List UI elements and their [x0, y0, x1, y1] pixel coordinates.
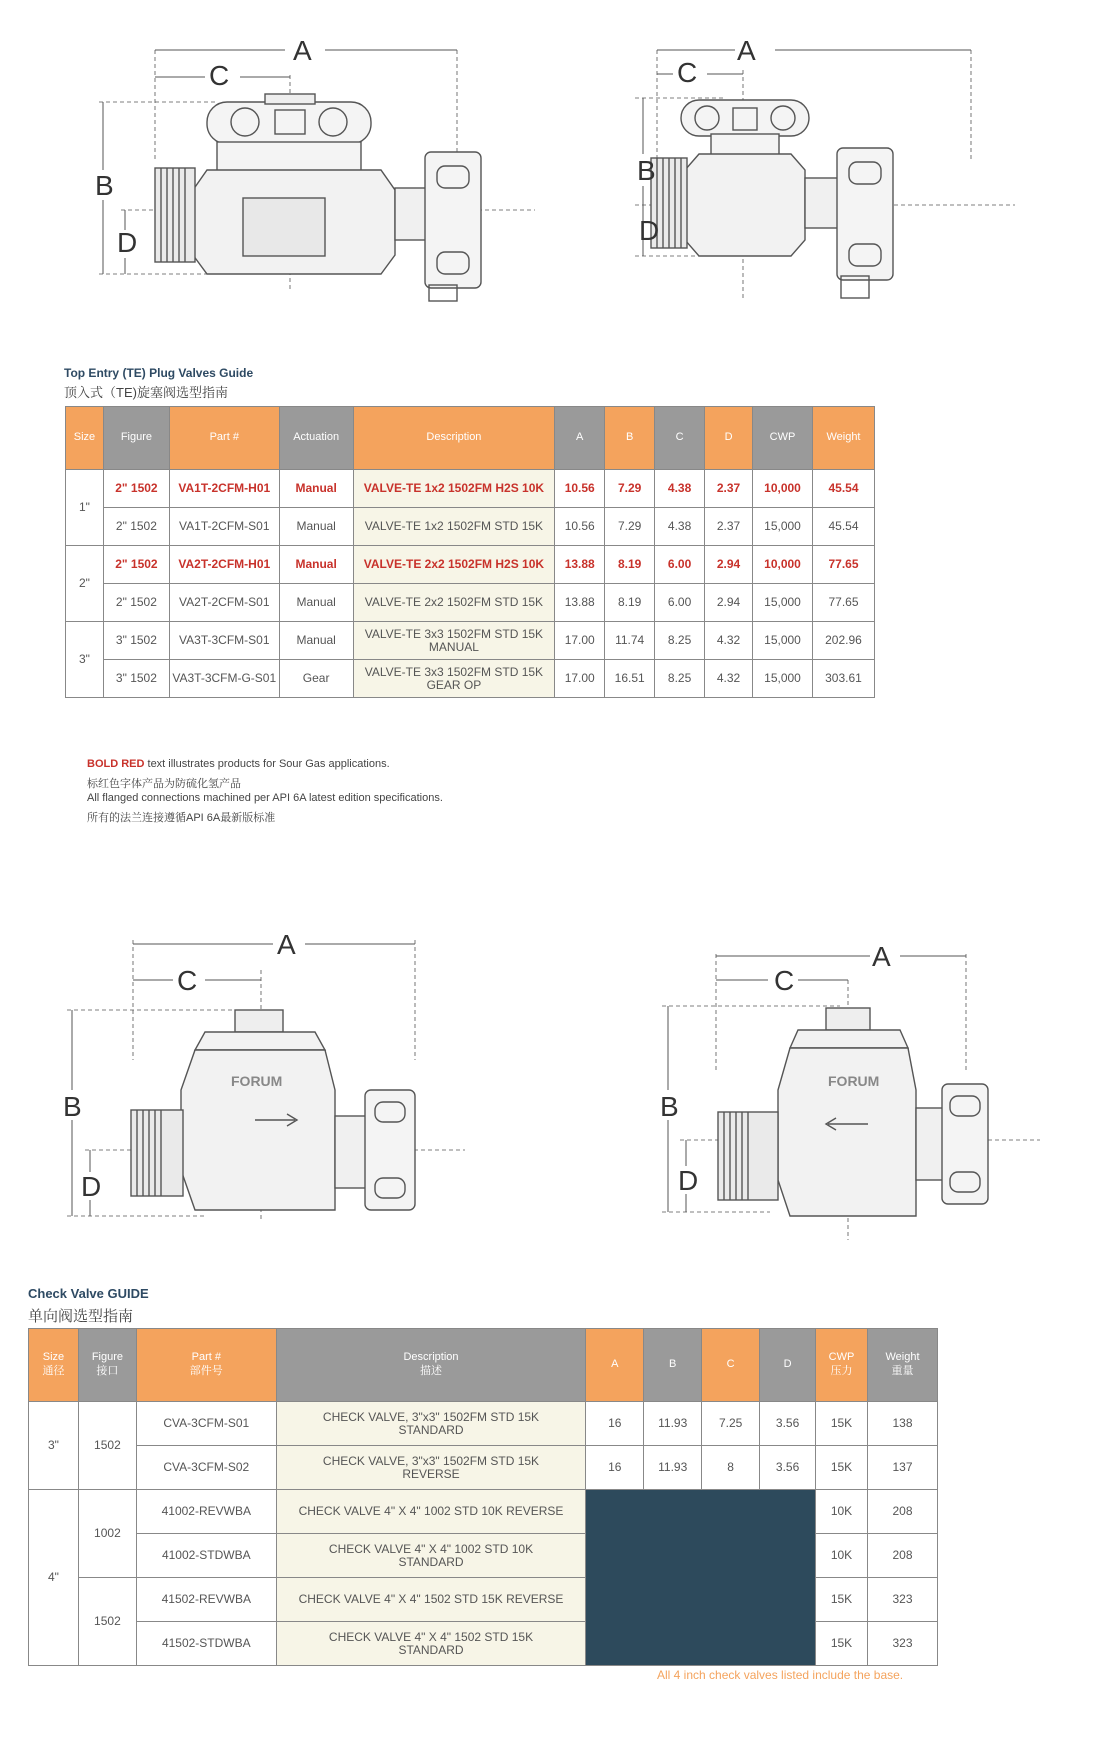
- api-note-cn: 所有的法兰连接遵循API 6A最新版标准: [87, 812, 276, 824]
- te-c-cell: 8.25: [655, 622, 705, 660]
- te-weight-cell: 45.54: [812, 470, 874, 508]
- te-cwp-cell: 15,000: [753, 660, 813, 698]
- check-description-cell: CHECK VALVE, 3"x3" 1502FM STD 15K STANDARD: [276, 1402, 586, 1446]
- te-b-cell: 16.51: [605, 660, 655, 698]
- te-a-cell: 17.00: [555, 660, 605, 698]
- sour-gas-note-cn: 标红色字体产品为防硫化氢产品: [87, 778, 241, 790]
- check-part-cell: 41502-STDWBA: [136, 1622, 276, 1666]
- te-part-cell: VA2T-2CFM-H01: [169, 546, 279, 584]
- table-row: [66, 508, 875, 546]
- te-header-c: C: [655, 407, 705, 470]
- check-header-d: D: [760, 1329, 816, 1402]
- te-description-cell: VALVE-TE 1x2 1502FM STD 15K: [353, 508, 555, 546]
- dim-label-d: D: [81, 1171, 102, 1202]
- dim-label-c: C: [677, 57, 698, 88]
- te-header-part: Part #: [169, 407, 279, 470]
- check-part-cell: 41002-REVWBA: [136, 1490, 276, 1534]
- te-cwp-cell: 10,000: [753, 546, 813, 584]
- te-d-cell: 4.32: [705, 660, 753, 698]
- te-b-cell: 8.19: [605, 546, 655, 584]
- dim-label-d: D: [639, 215, 660, 246]
- check-valve-drawing-large: [55, 920, 475, 1240]
- check-description-cell: CHECK VALVE 4" X 4" 1502 STD 15K REVERSE: [276, 1578, 586, 1622]
- check-header-weight: Weight 重量: [867, 1329, 937, 1402]
- table-row: [66, 660, 875, 698]
- te-figure-cell: 2" 1502: [103, 508, 169, 546]
- check-guide-title-cn: 单向阀选型指南: [28, 1308, 134, 1325]
- check-weight-cell: 323: [867, 1622, 937, 1666]
- te-header-cwp: CWP: [753, 407, 813, 470]
- check-header-c: C: [702, 1329, 760, 1402]
- dim-label-a: A: [293, 35, 312, 66]
- check-c-cell: 8: [702, 1446, 760, 1490]
- te-actuation-cell: Manual: [279, 508, 353, 546]
- check-part-cell: CVA-3CFM-S02: [136, 1446, 276, 1490]
- check-part-cell: 41002-STDWBA: [136, 1534, 276, 1578]
- check-d-cell: 3.56: [760, 1402, 816, 1446]
- te-cwp-cell: 10,000: [753, 470, 813, 508]
- check-header-size: Size 通径: [29, 1329, 79, 1402]
- te-figure-cell: 2" 1502: [103, 584, 169, 622]
- te-figure-cell: 2" 1502: [103, 470, 169, 508]
- te-a-cell: 10.56: [555, 508, 605, 546]
- te-actuation-cell: Manual: [279, 622, 353, 660]
- te-c-cell: 6.00: [655, 584, 705, 622]
- te-part-cell: VA3T-3CFM-G-S01: [169, 660, 279, 698]
- check-weight-cell: 138: [867, 1402, 937, 1446]
- check-weight-cell: 208: [867, 1534, 937, 1578]
- table-row: [66, 546, 875, 584]
- te-actuation-cell: Manual: [279, 584, 353, 622]
- te-a-cell: 17.00: [555, 622, 605, 660]
- te-valve-small-svg: [637, 30, 1025, 330]
- check-figure-cell: 1002: [78, 1490, 136, 1578]
- te-part-cell: VA1T-2CFM-H01: [169, 470, 279, 508]
- check-valve-drawing-small: [650, 940, 1050, 1260]
- te-size-cell: 3": [66, 622, 104, 698]
- check-description-cell: CHECK VALVE 4" X 4" 1502 STD 15K STANDARD: [276, 1622, 586, 1666]
- te-figure-cell: 3" 1502: [103, 622, 169, 660]
- te-part-cell: VA2T-2CFM-S01: [169, 584, 279, 622]
- check-description-cell: CHECK VALVE, 3"x3" 1502FM STD 15K REVERSE: [276, 1446, 586, 1490]
- te-header-size: Size: [66, 407, 104, 470]
- te-a-cell: 13.88: [555, 584, 605, 622]
- check-size-cell: 3": [29, 1402, 79, 1490]
- table-row: [66, 622, 875, 660]
- te-header-row: [66, 407, 875, 470]
- dim-label-a: A: [737, 35, 756, 66]
- te-valve-large-svg: [95, 30, 555, 330]
- check-valve-large-svg: [55, 920, 475, 1240]
- check-b-cell: 11.93: [644, 1446, 702, 1490]
- te-cwp-cell: 15,000: [753, 584, 813, 622]
- check-cwp-cell: 10K: [816, 1490, 868, 1534]
- check-guide-footnote: All 4 inch check valves listed include the base.: [657, 1668, 904, 1682]
- check-guide-title: Check Valve GUIDE: [28, 1286, 149, 1301]
- dim-label-b: B: [63, 1091, 82, 1122]
- te-actuation-cell: Manual: [279, 470, 353, 508]
- check-guide-table: [28, 1328, 938, 1666]
- te-b-cell: 11.74: [605, 622, 655, 660]
- check-cwp-cell: 15K: [816, 1622, 868, 1666]
- te-guide-table: [65, 406, 875, 698]
- te-d-cell: 4.32: [705, 622, 753, 660]
- te-weight-cell: 45.54: [812, 508, 874, 546]
- te-size-cell: 1": [66, 470, 104, 546]
- te-guide-title-cn: 顶入式（TE)旋塞阀选型指南: [64, 385, 228, 400]
- check-b-cell: 11.93: [644, 1402, 702, 1446]
- dim-label-c: C: [774, 965, 795, 996]
- te-d-cell: 2.94: [705, 546, 753, 584]
- te-weight-cell: 77.65: [812, 584, 874, 622]
- te-valve-drawing-large: [95, 30, 555, 330]
- dim-label-a: A: [277, 929, 296, 960]
- check-a-cell: 16: [586, 1446, 644, 1490]
- check-valve-small-svg: [650, 940, 1050, 1260]
- te-weight-cell: 202.96: [812, 622, 874, 660]
- dim-label-d: D: [117, 227, 138, 258]
- te-part-cell: VA1T-2CFM-S01: [169, 508, 279, 546]
- te-b-cell: 8.19: [605, 584, 655, 622]
- dim-label-b: B: [660, 1091, 679, 1122]
- sour-gas-note: [87, 758, 390, 770]
- check-header-description: Description 描述: [276, 1329, 586, 1402]
- check-description-cell: CHECK VALVE 4" X 4" 1002 STD 10K STANDARD: [276, 1534, 586, 1578]
- check-c-cell: 7.25: [702, 1402, 760, 1446]
- te-a-cell: 10.56: [555, 470, 605, 508]
- dim-label-b: B: [95, 170, 114, 201]
- table-row: [66, 584, 875, 622]
- te-weight-cell: 303.61: [812, 660, 874, 698]
- check-figure-cell: 1502: [78, 1578, 136, 1666]
- te-valve-drawing-small: [637, 30, 1025, 330]
- te-figure-cell: 2" 1502: [103, 546, 169, 584]
- check-part-cell: CVA-3CFM-S01: [136, 1402, 276, 1446]
- check-header-row: [29, 1329, 938, 1402]
- te-header-figure: Figure: [103, 407, 169, 470]
- check-header-b: B: [644, 1329, 702, 1402]
- te-d-cell: 2.37: [705, 470, 753, 508]
- table-row: [29, 1402, 938, 1446]
- te-c-cell: 4.38: [655, 470, 705, 508]
- sour-gas-note-text: text illustrates products for Sour Gas applications.: [144, 758, 390, 770]
- dim-label-c: C: [177, 965, 198, 996]
- te-d-cell: 2.94: [705, 584, 753, 622]
- te-actuation-cell: Gear: [279, 660, 353, 698]
- te-header-description: Description: [353, 407, 555, 470]
- te-b-cell: 7.29: [605, 508, 655, 546]
- te-description-cell: VALVE-TE 1x2 1502FM H2S 10K: [353, 470, 555, 508]
- te-part-cell: VA3T-3CFM-S01: [169, 622, 279, 660]
- check-header-a: A: [586, 1329, 644, 1402]
- check-d-cell: 3.56: [760, 1446, 816, 1490]
- api-note: All flanged connections machined per API 6A latest edition specifications.: [87, 792, 443, 804]
- check-figure-cell: 1502: [78, 1402, 136, 1490]
- te-d-cell: 2.37: [705, 508, 753, 546]
- forum-logo: FORUM: [231, 1073, 283, 1089]
- te-description-cell: VALVE-TE 2x2 1502FM STD 15K: [353, 584, 555, 622]
- te-c-cell: 4.38: [655, 508, 705, 546]
- check-cwp-cell: 15K: [816, 1578, 868, 1622]
- check-header-part: Part # 部件号: [136, 1329, 276, 1402]
- check-a-cell: 16: [586, 1402, 644, 1446]
- dim-label-a: A: [872, 941, 891, 972]
- te-header-actuation: Actuation: [279, 407, 353, 470]
- te-figure-cell: 3" 1502: [103, 660, 169, 698]
- check-weight-cell: 208: [867, 1490, 937, 1534]
- te-cwp-cell: 15,000: [753, 508, 813, 546]
- forum-logo: FORUM: [828, 1073, 880, 1089]
- check-description-cell: CHECK VALVE 4" X 4" 1002 STD 10K REVERSE: [276, 1490, 586, 1534]
- check-header-cwp: CWP 压力: [816, 1329, 868, 1402]
- check-header-figure: Figure 接口: [78, 1329, 136, 1402]
- dim-label-b: B: [637, 155, 656, 186]
- check-cwp-cell: 15K: [816, 1402, 868, 1446]
- te-cwp-cell: 15,000: [753, 622, 813, 660]
- table-row: [29, 1490, 938, 1534]
- check-weight-cell: 323: [867, 1578, 937, 1622]
- bold-red-label: BOLD RED: [87, 758, 145, 770]
- dim-label-c: C: [209, 60, 230, 91]
- te-size-cell: 2": [66, 546, 104, 622]
- te-c-cell: 6.00: [655, 546, 705, 584]
- te-header-d: D: [705, 407, 753, 470]
- check-part-cell: 41502-REVWBA: [136, 1578, 276, 1622]
- te-weight-cell: 77.65: [812, 546, 874, 584]
- te-header-b: B: [605, 407, 655, 470]
- table-row: [29, 1446, 938, 1490]
- dim-label-d: D: [678, 1165, 699, 1196]
- te-description-cell: VALVE-TE 3x3 1502FM STD 15K MANUAL: [353, 622, 555, 660]
- te-header-a: A: [555, 407, 605, 470]
- te-a-cell: 13.88: [555, 546, 605, 584]
- te-b-cell: 7.29: [605, 470, 655, 508]
- check-weight-cell: 137: [867, 1446, 937, 1490]
- table-row: [66, 470, 875, 508]
- check-cwp-cell: 10K: [816, 1534, 868, 1578]
- te-header-weight: Weight: [812, 407, 874, 470]
- check-size-cell: 4": [29, 1490, 79, 1666]
- dimension-blank-block: [586, 1490, 816, 1666]
- te-description-cell: VALVE-TE 3x3 1502FM STD 15K GEAR OP: [353, 660, 555, 698]
- te-guide-title: Top Entry (TE) Plug Valves Guide: [64, 366, 254, 380]
- te-description-cell: VALVE-TE 2x2 1502FM H2S 10K: [353, 546, 555, 584]
- te-c-cell: 8.25: [655, 660, 705, 698]
- te-actuation-cell: Manual: [279, 546, 353, 584]
- check-cwp-cell: 15K: [816, 1446, 868, 1490]
